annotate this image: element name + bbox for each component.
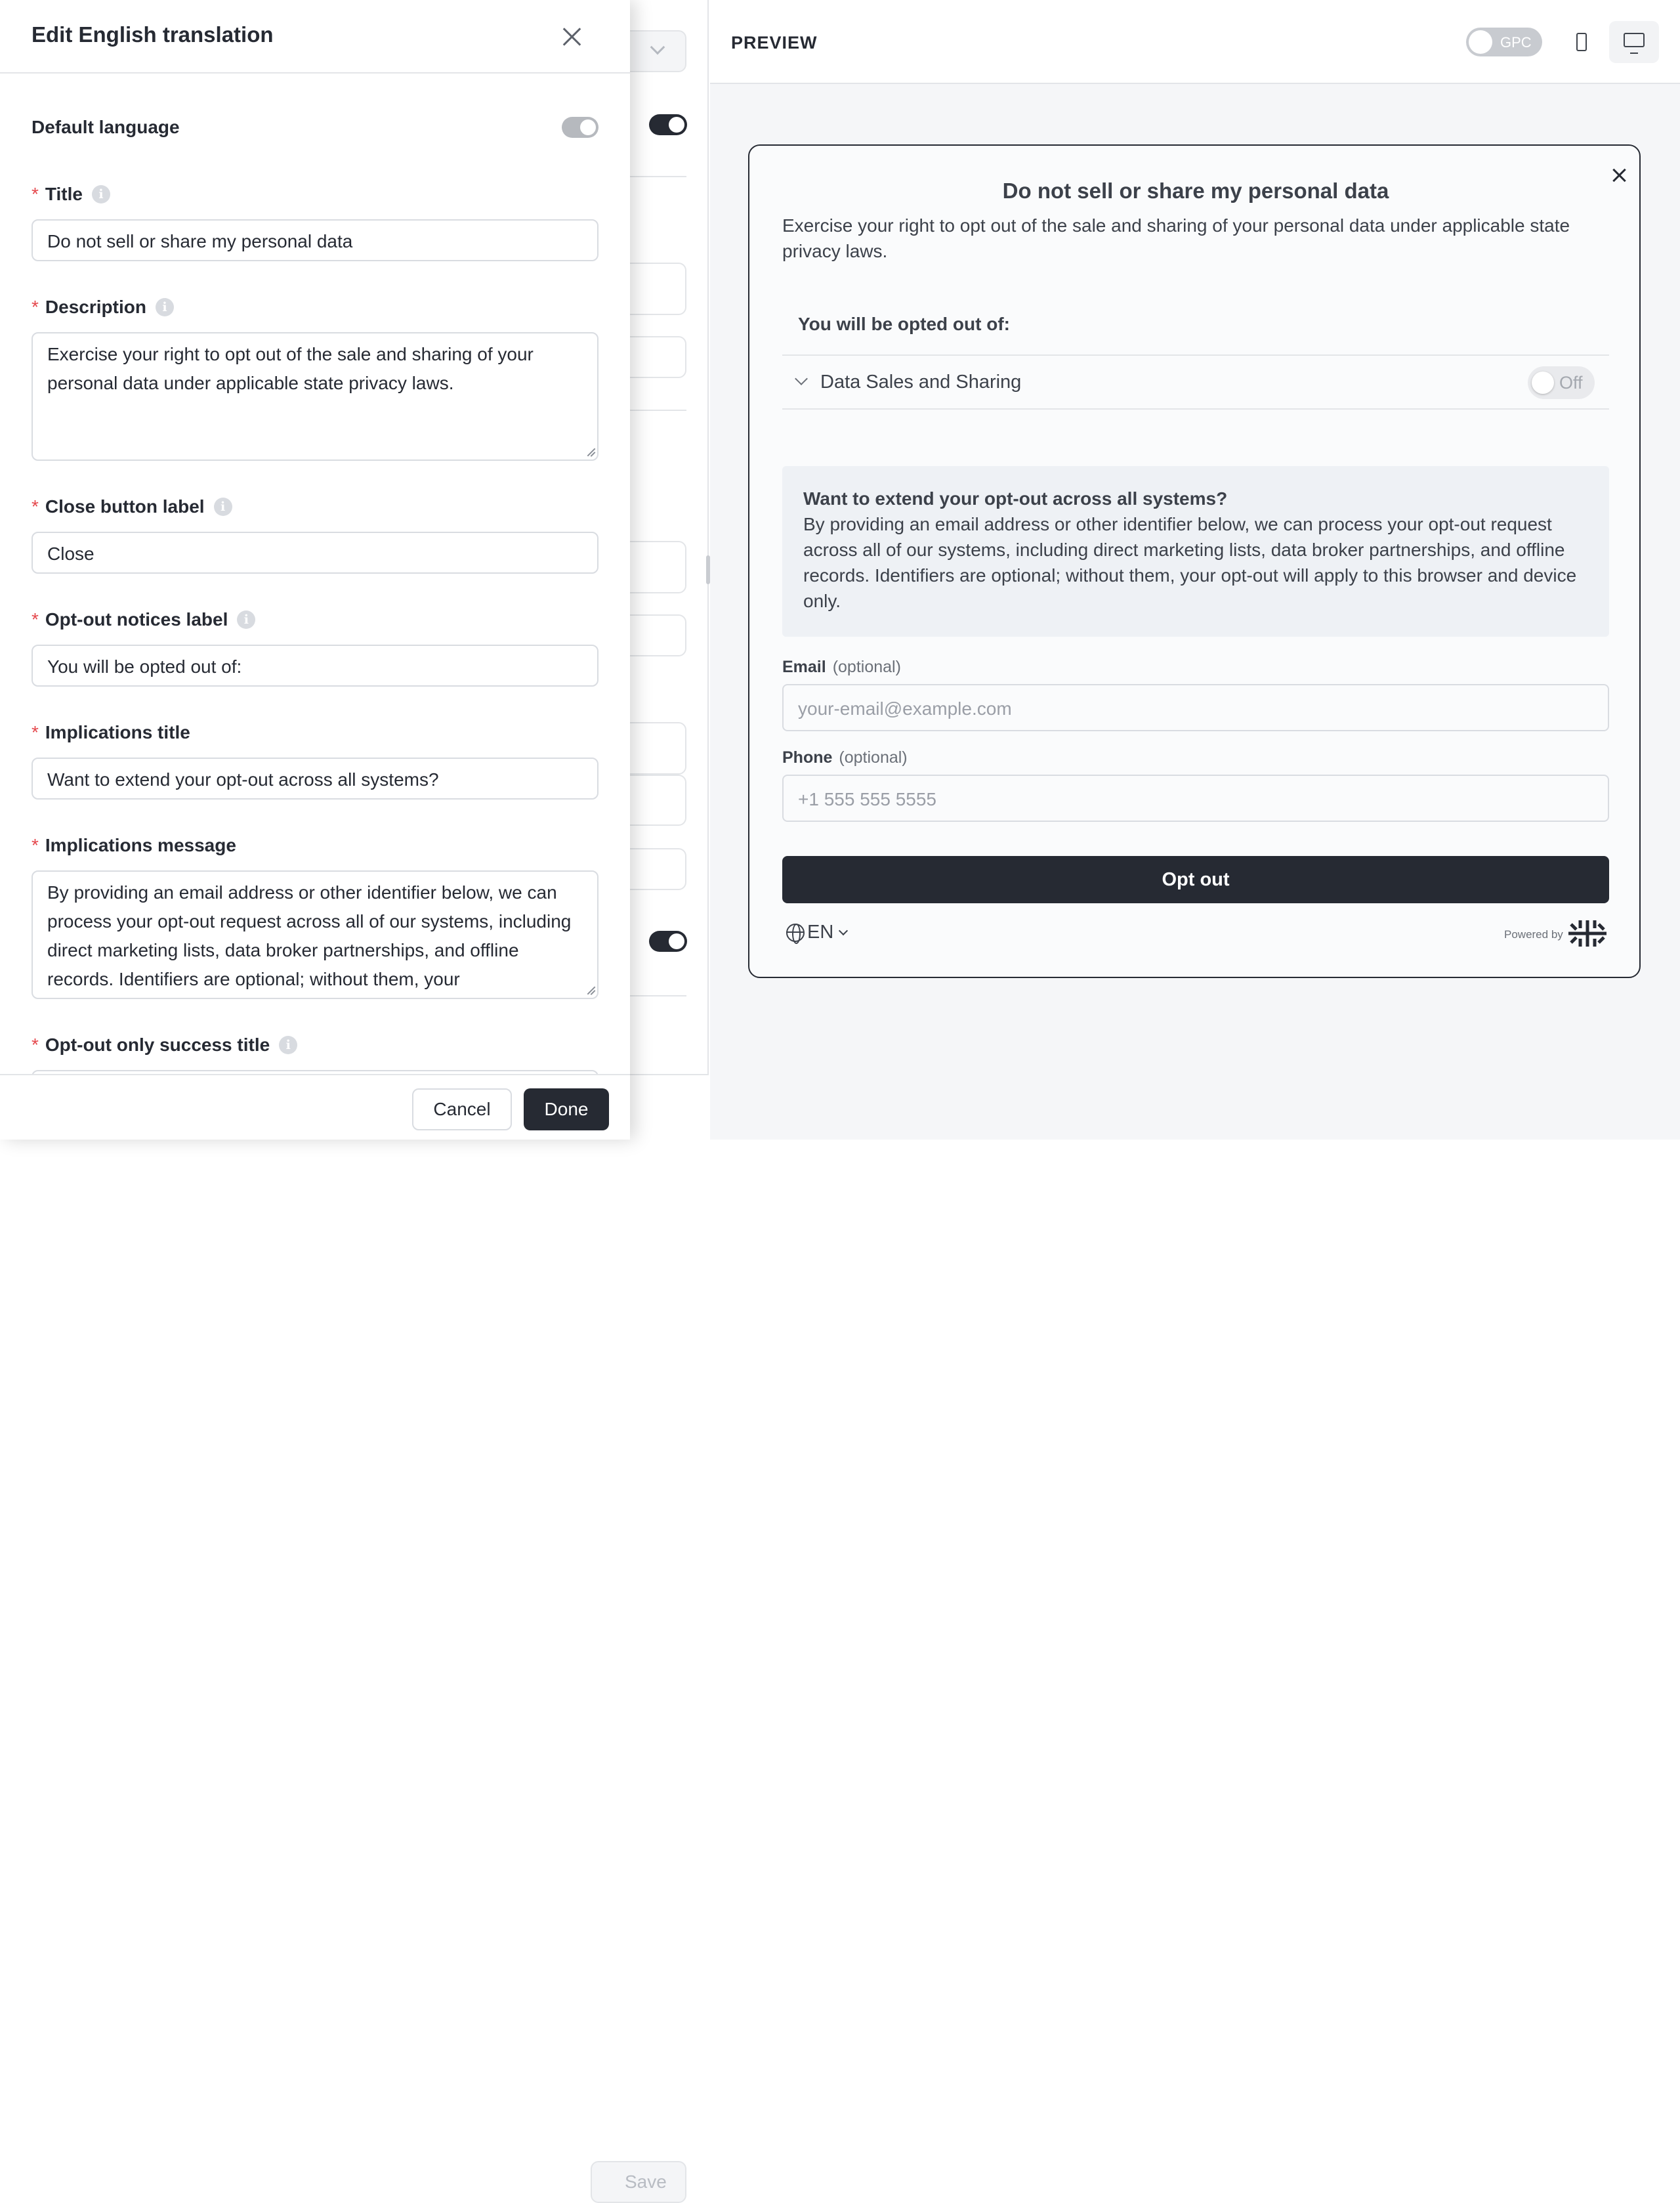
info-icon[interactable]: i — [214, 498, 232, 516]
modal-description: Exercise your right to opt out of the sale and sharing of your personal data under applicable state privacy laws. — [782, 215, 1570, 261]
implications-box — [782, 466, 1609, 637]
cancel-button[interactable]: Cancel — [412, 1088, 512, 1130]
toggle-knob — [1532, 372, 1554, 394]
required-marker: * — [32, 835, 39, 855]
drawer-header — [0, 0, 630, 74]
chevron-down-icon[interactable] — [795, 372, 808, 385]
email-field[interactable]: your-email@example.com — [782, 684, 1609, 731]
success-title-label: * Opt-out only success title i — [32, 1035, 297, 1056]
default-language-toggle[interactable] — [562, 117, 598, 138]
chevron-down-icon — [839, 926, 848, 935]
implications-message-label: * Implications message — [32, 835, 236, 855]
info-icon[interactable]: i — [279, 1036, 297, 1054]
notice-row[interactable] — [782, 354, 1609, 410]
save-button[interactable]: Save — [591, 2161, 686, 2203]
implications-title-input[interactable]: Want to extend your opt-out across all systems? — [32, 758, 598, 800]
language-selector[interactable] — [786, 922, 847, 943]
required-marker: * — [32, 297, 39, 317]
preview-title: PREVIEW — [731, 33, 818, 53]
implications-message-textarea[interactable]: By providing an email address or other identifier below, we can process your opt-out request across all of our systems, including direct marketing lists, data broker partnerships, and offline records. Identifiers are optional; without them, your — [32, 870, 598, 999]
required-marker: * — [32, 184, 39, 204]
required-marker: * — [32, 609, 39, 630]
close-button-label: * Close button label i — [32, 496, 232, 517]
opt-out-notices-label: * Opt-out notices label i — [32, 609, 255, 630]
description-label: * Description i — [32, 297, 174, 318]
desktop-view-button[interactable] — [1609, 21, 1659, 63]
resize-grip-icon[interactable] — [585, 448, 595, 457]
title-label: * Title i — [32, 184, 110, 205]
close-button-input[interactable]: Close — [32, 532, 598, 574]
powered-by-label: Powered by — [1504, 928, 1563, 941]
brand-logo — [1567, 919, 1608, 948]
required-marker: * — [32, 1035, 39, 1055]
notice-label: Data Sales and Sharing — [820, 372, 1022, 393]
optional-hint: (optional) — [832, 658, 901, 676]
info-icon[interactable]: i — [92, 185, 110, 203]
info-icon[interactable]: i — [156, 298, 174, 316]
mobile-view-button[interactable] — [1557, 21, 1606, 63]
notice-toggle[interactable] — [1528, 366, 1595, 399]
toggle-knob — [1469, 30, 1492, 54]
close-icon[interactable] — [560, 25, 584, 49]
drawer-footer — [0, 1074, 630, 1140]
phone-field[interactable]: +1 555 555 5555 — [782, 775, 1609, 822]
required-marker: * — [32, 722, 39, 742]
drawer-body — [0, 75, 630, 1074]
phone-label: Phone (optional) — [782, 748, 908, 767]
preview-header — [710, 0, 1680, 84]
opt-out-button[interactable]: Opt out — [782, 856, 1609, 903]
implications-message: By providing an email address or other identifier below, we can process your opt-out request across all of our systems, including direct marketing lists, data broker partnerships, and offline records. Identifiers are optional; without them, your opt-out will apply to this browser and device only. — [803, 514, 1577, 611]
implications-title: Want to extend your opt-out across all systems? — [803, 488, 1228, 509]
required-marker: * — [32, 496, 39, 517]
modal-title: Do not sell or share my personal data — [1002, 179, 1389, 203]
desktop-icon — [1624, 33, 1645, 47]
background-toggle[interactable] — [649, 114, 687, 135]
optional-hint: (optional) — [839, 748, 908, 767]
background-toggle[interactable] — [649, 931, 687, 952]
email-label: Email (optional) — [782, 658, 901, 676]
done-button[interactable]: Done — [524, 1088, 609, 1130]
mobile-icon — [1576, 33, 1587, 51]
title-input[interactable]: Do not sell or share my personal data — [32, 219, 598, 261]
edit-translation-drawer — [0, 0, 630, 1140]
gpc-label: GPC — [1500, 34, 1532, 51]
privacy-modal — [748, 144, 1641, 978]
preview-pane — [710, 0, 1680, 1140]
device-switcher — [1557, 21, 1659, 63]
language-code: EN — [807, 922, 834, 943]
notices-label: You will be opted out of: — [798, 314, 1010, 334]
info-icon[interactable]: i — [237, 610, 255, 629]
implications-title-label: * Implications title — [32, 722, 190, 742]
gpc-toggle[interactable] — [1466, 28, 1542, 56]
description-textarea[interactable]: Exercise your right to opt out of the sale and sharing of your personal data under applicable state privacy laws. — [32, 332, 598, 461]
chevron-down-icon — [650, 40, 665, 55]
drawer-title: Edit English translation — [32, 22, 274, 47]
opt-out-notices-input[interactable]: You will be opted out of: — [32, 645, 598, 687]
default-language-label: Default language — [32, 117, 180, 137]
resize-grip-icon[interactable] — [585, 986, 595, 995]
toggle-state: Off — [1559, 373, 1583, 393]
globe-icon — [786, 924, 805, 942]
